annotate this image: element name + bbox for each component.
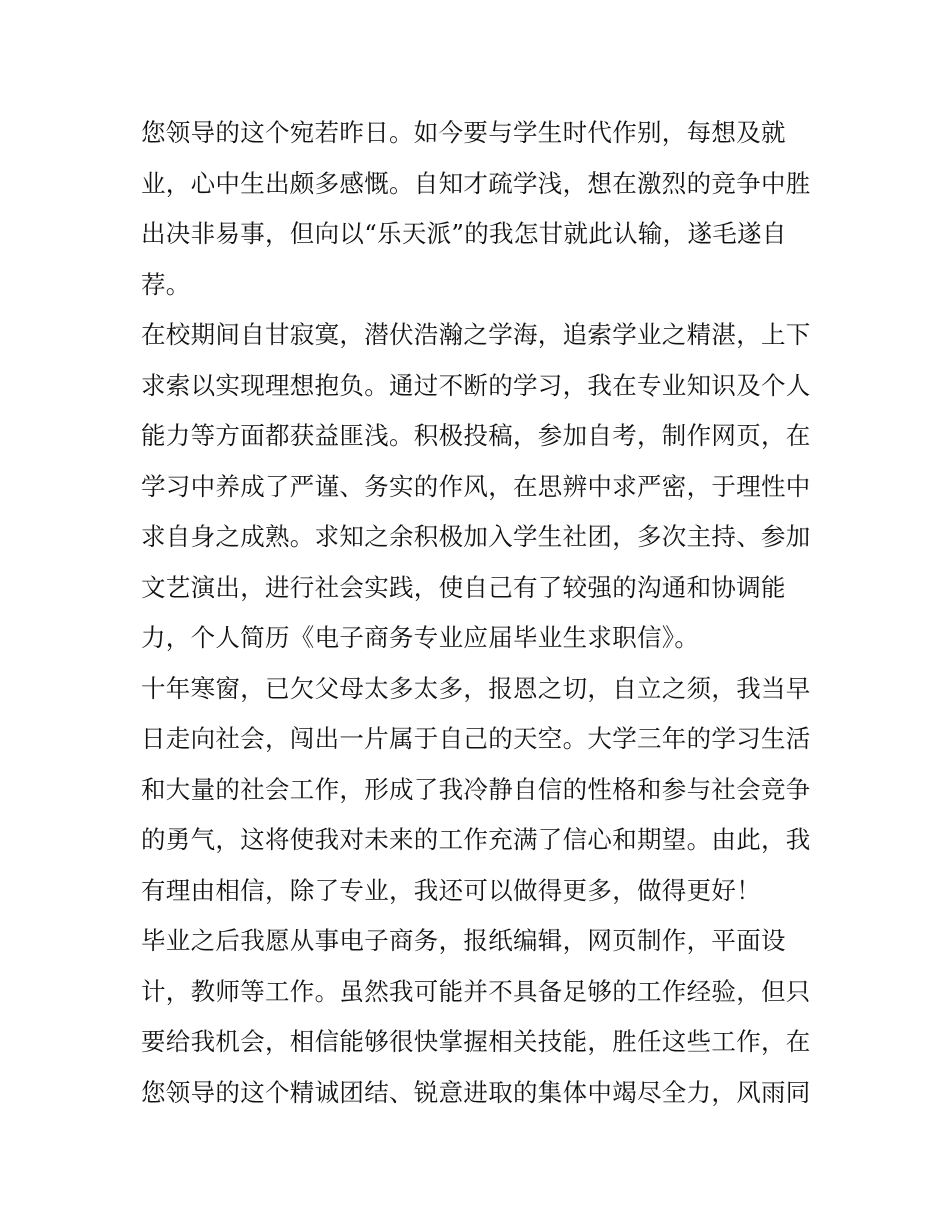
text-line: 能力等方面都获益匪浅。积极投稿，参加自考，制作网页，在 <box>141 421 811 450</box>
text-line: 力，个人简历《电子商务专业应届毕业生求职信》。 <box>141 623 700 652</box>
text-line: 文艺演出，进行社会实践，使自己有了较强的沟通和协调能 <box>141 572 786 602</box>
text-line: 业，心中生出颇多感慨。自知才疏学浅，想在激烈的竞争中胜 <box>141 168 811 198</box>
text-line: 计，教师等工作。虽然我可能并不具备足够的工作经验，但只 <box>141 976 811 1006</box>
text-line: 十年寒窗，已欠父母太多太多，报恩之切，自立之须，我当早 <box>141 673 811 703</box>
text-line: 您领导的这个宛若昨日。如今要与学生时代作别，每想及就 <box>141 118 786 147</box>
text-line: 毕业之后我愿从事电子商务，报纸编辑，网页制作，平面设 <box>141 926 786 955</box>
text-line: 日走向社会，闯出一片属于自己的天空。大学三年的学习生活 <box>141 724 811 753</box>
text-line: 和大量的社会工作，形成了我冷静自信的性格和参与社会竞争 <box>141 774 811 804</box>
text-line: 荐。 <box>141 269 191 299</box>
text-line: 的勇气，这将使我对未来的工作充满了信心和期望。由此，我 <box>141 825 811 854</box>
text-line: 出决非易事，但向以“乐天派”的我怎甘就此认输，遂毛遂自 <box>141 219 787 248</box>
text-line: 学习中养成了严谨、务实的作风，在思辨中求严密，于理性中 <box>141 471 811 501</box>
text-line: 在校期间自甘寂寞，潜伏浩瀚之学海，追索学业之精湛，上下 <box>141 320 811 349</box>
text-line: 求索以实现理想抱负。通过不断的学习，我在专业知识及个人 <box>141 370 811 400</box>
text-line: 要给我机会，相信能够很快掌握相关技能，胜任这些工作，在 <box>141 1027 811 1056</box>
letter-body <box>141 108 821 1118</box>
text-line: 您领导的这个精诚团结、锐意进取的集体中竭尽全力，风雨同 <box>141 1077 811 1107</box>
text-line: 有理由相信，除了专业，我还可以做得更多，做得更好！ <box>141 875 761 905</box>
text-line: 求自身之成熟。求知之余积极加入学生社团，多次主持、参加 <box>141 522 811 551</box>
